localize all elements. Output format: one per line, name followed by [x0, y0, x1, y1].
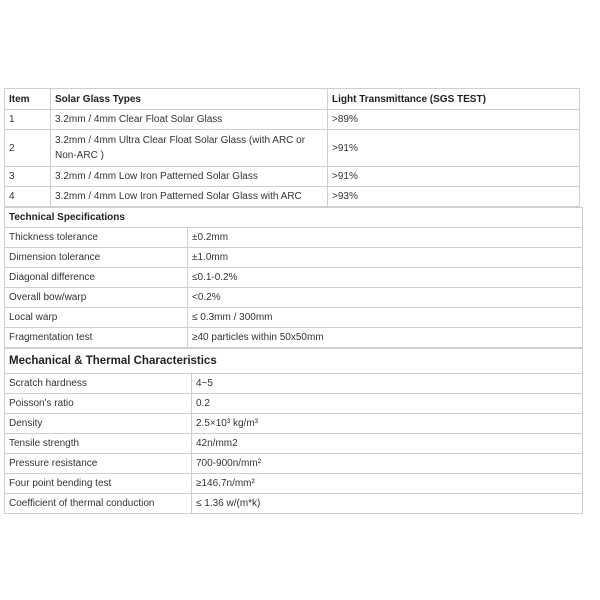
item-number: 2	[5, 130, 51, 167]
transmittance-value: >89%	[328, 110, 580, 130]
spec-value: 4~5	[192, 374, 583, 394]
table-row	[5, 110, 580, 130]
item-number: 4	[5, 187, 51, 207]
spec-value: ±0.2mm	[188, 228, 583, 248]
spec-label: Four point bending test	[5, 474, 192, 494]
spec-value: 0.2	[192, 394, 583, 414]
mechanical-thermal-table	[4, 348, 583, 514]
spec-label: Local warp	[5, 308, 188, 328]
spec-value: 42n/mm2	[192, 434, 583, 454]
item-number: 3	[5, 167, 51, 187]
transmittance-value: >91%	[328, 130, 580, 167]
solar-glass-types-table	[4, 88, 580, 207]
table-row	[5, 288, 583, 308]
spec-sheet	[4, 88, 584, 514]
table-row	[5, 187, 580, 207]
spec-label: Poisson's ratio	[5, 394, 192, 414]
table-row	[5, 130, 580, 167]
table-row	[5, 308, 583, 328]
spec-label: Overall bow/warp	[5, 288, 188, 308]
spec-label: Thickness tolerance	[5, 228, 188, 248]
table-row	[5, 328, 583, 348]
table-row	[5, 167, 580, 187]
table-row	[5, 394, 583, 414]
spec-label: Pressure resistance	[5, 454, 192, 474]
technical-specifications-table	[4, 207, 583, 348]
table-row	[5, 474, 583, 494]
spec-value: ±1.0mm	[188, 248, 583, 268]
table-row	[5, 494, 583, 514]
table-row	[5, 228, 583, 248]
table-row	[5, 414, 583, 434]
table-row	[5, 268, 583, 288]
spec-label: Dimension tolerance	[5, 248, 188, 268]
header-light-transmittance: Light Transmittance (SGS TEST)	[328, 89, 580, 110]
spec-value: ≤ 0.3mm / 300mm	[188, 308, 583, 328]
spec-label: Scratch hardness	[5, 374, 192, 394]
spec-value: ≤0.1-0.2%	[188, 268, 583, 288]
spec-value: ≥40 particles within 50x50mm	[188, 328, 583, 348]
section-title: Mechanical & Thermal Characteristics	[5, 349, 583, 374]
technical-specifications-header	[5, 208, 583, 228]
header-solar-glass-types: Solar Glass Types	[51, 89, 328, 110]
spec-value: ≤ 1.36 w/(m*k)	[192, 494, 583, 514]
spec-value: 2.5×10³ kg/m³	[192, 414, 583, 434]
spec-label: Tensile strength	[5, 434, 192, 454]
transmittance-value: >91%	[328, 167, 580, 187]
table-row	[5, 248, 583, 268]
spec-label: Fragmentation test	[5, 328, 188, 348]
glass-type: 3.2mm / 4mm Clear Float Solar Glass	[51, 110, 328, 130]
item-number: 1	[5, 110, 51, 130]
table-row	[5, 434, 583, 454]
spec-value: <0.2%	[188, 288, 583, 308]
spec-label: Density	[5, 414, 192, 434]
transmittance-value: >93%	[328, 187, 580, 207]
glass-type: 3.2mm / 4mm Ultra Clear Float Solar Glass (with ARC or Non-ARC )	[51, 130, 328, 167]
spec-value: 700-900n/mm²	[192, 454, 583, 474]
section-title: Technical Specifications	[5, 208, 583, 228]
table-row	[5, 374, 583, 394]
glass-type: 3.2mm / 4mm Low Iron Patterned Solar Glass	[51, 167, 328, 187]
spec-label: Coefficient of thermal conduction	[5, 494, 192, 514]
table-row	[5, 454, 583, 474]
mechanical-thermal-header	[5, 349, 583, 374]
types-header-row	[5, 89, 580, 110]
spec-label: Diagonal difference	[5, 268, 188, 288]
glass-type: 3.2mm / 4mm Low Iron Patterned Solar Glass with ARC	[51, 187, 328, 207]
spec-value: ≥146.7n/mm²	[192, 474, 583, 494]
header-item: Item	[5, 89, 51, 110]
